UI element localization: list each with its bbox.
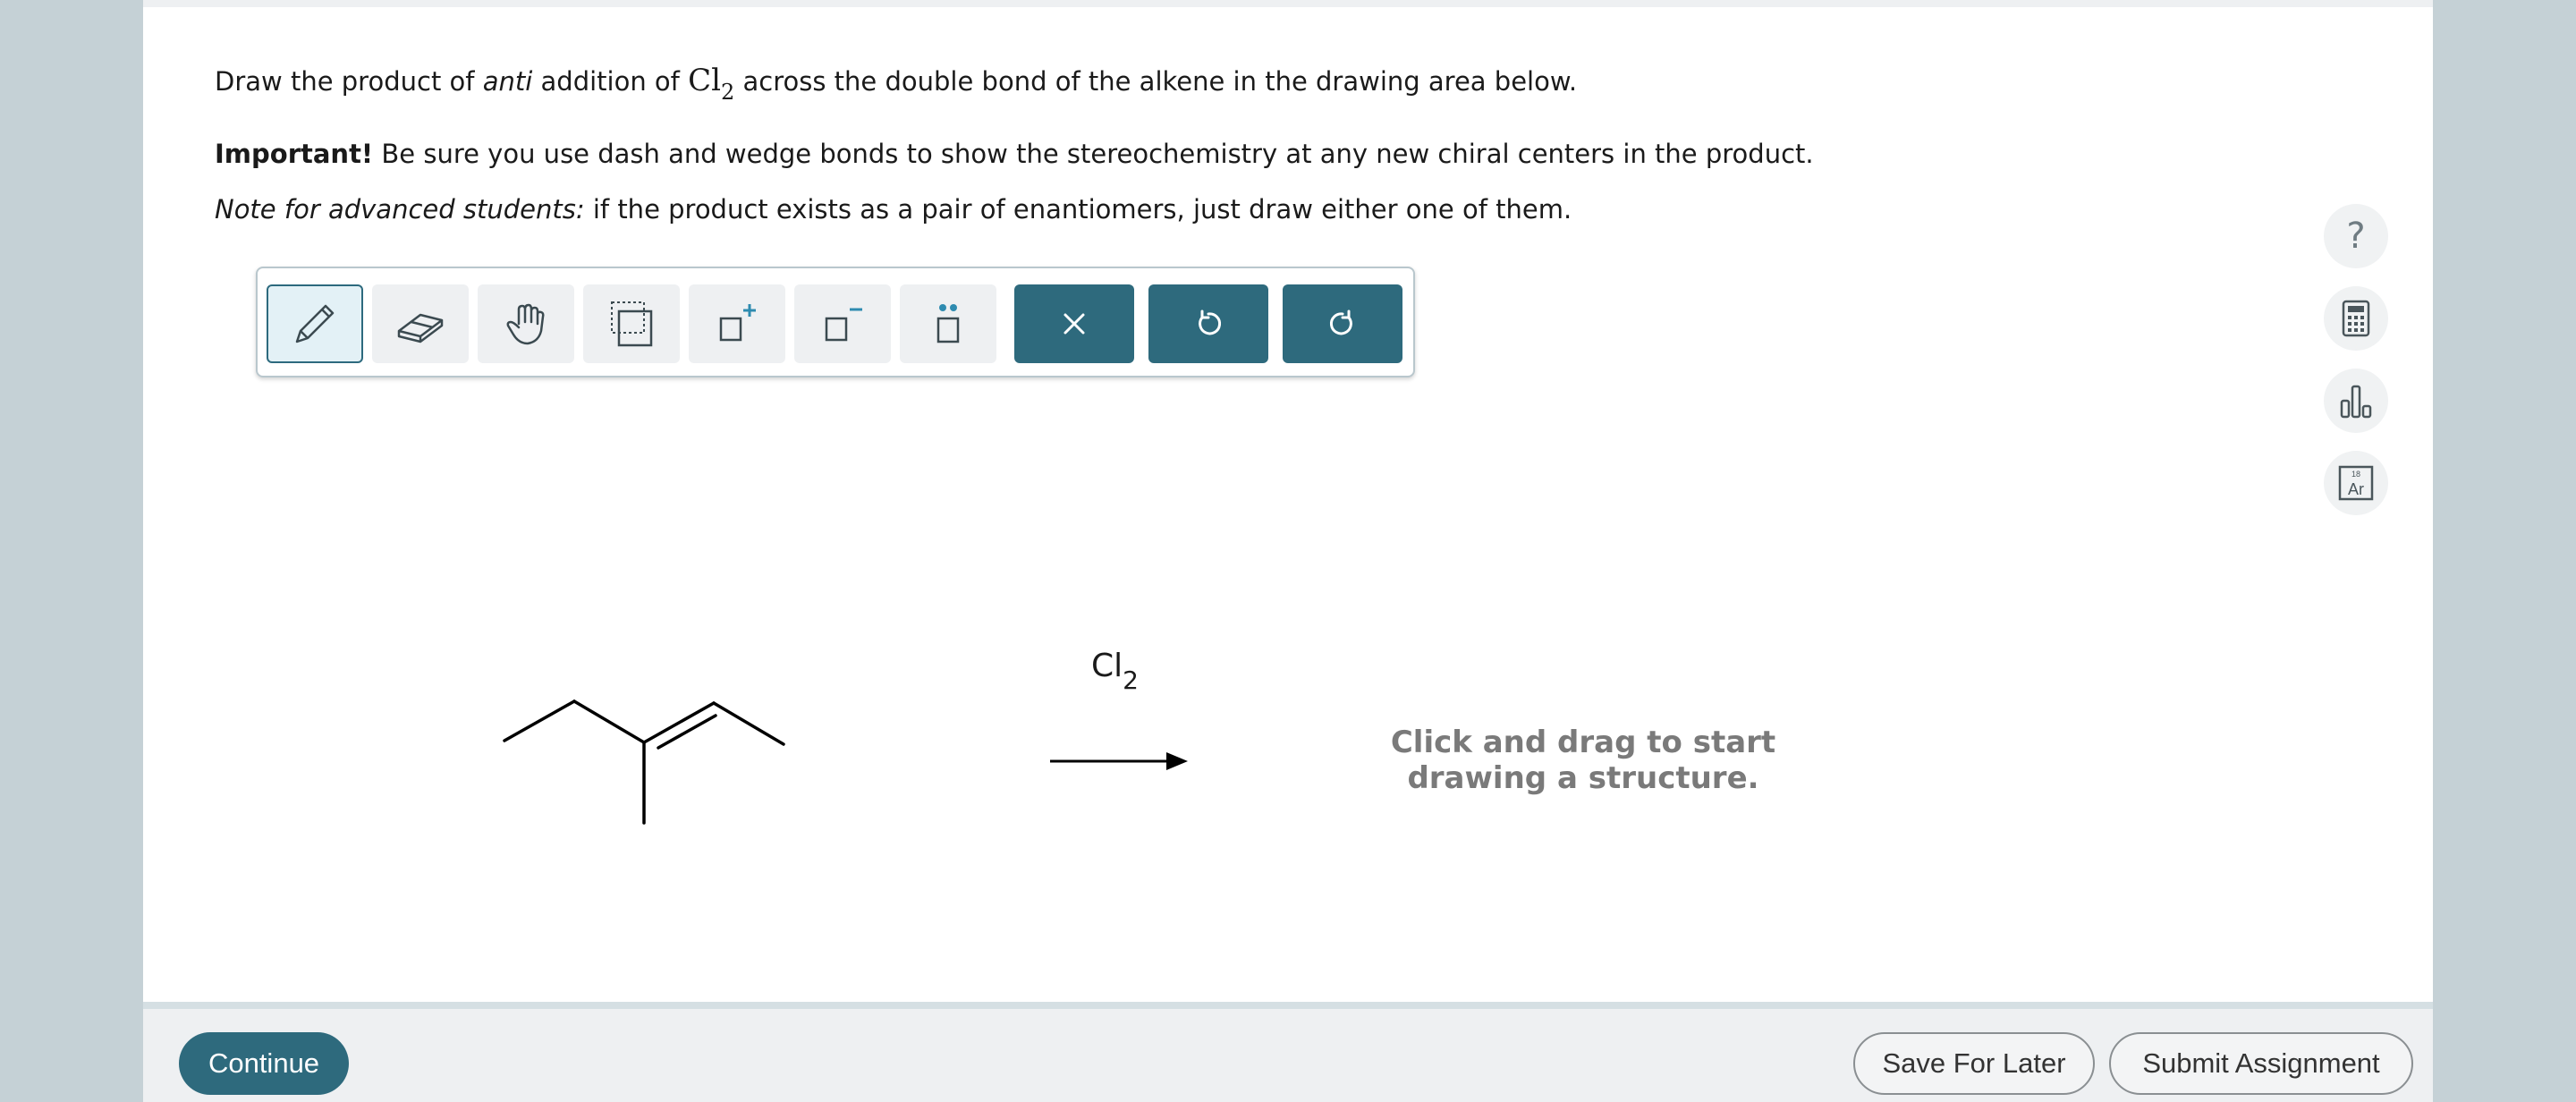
svg-text:Ar: Ar — [2348, 480, 2364, 498]
increase-charge-icon — [710, 297, 764, 351]
data-chart-button[interactable] — [2324, 369, 2388, 433]
pencil-tool-button[interactable] — [267, 284, 363, 363]
help-button[interactable] — [2324, 204, 2388, 268]
lone-pair-button[interactable] — [900, 284, 996, 363]
undo-button[interactable] — [1148, 284, 1268, 363]
alkene-structure — [501, 680, 966, 841]
help-icon: ? — [2346, 216, 2366, 257]
periodic-table-icon — [2336, 463, 2376, 503]
lone-pair-icon — [921, 297, 975, 351]
drawing-toolbar — [256, 267, 1415, 377]
pencil-icon — [288, 297, 342, 351]
reaction-arrow — [1046, 748, 1190, 775]
eraser-tool-button[interactable] — [372, 284, 469, 363]
footer-bar — [143, 1002, 2433, 1102]
question-line-3: Note for advanced students: if the product exists as a pair of enantiomers, just draw either one of them. — [215, 194, 1572, 225]
undo-icon — [1191, 306, 1226, 342]
hand-tool-button[interactable] — [478, 284, 574, 363]
periodic-table-button[interactable] — [2324, 451, 2388, 515]
clear-icon — [1056, 306, 1092, 342]
question-line-1: Draw the product of anti addition of $Cl_2$ across the double bond of the alkene in the drawing area below. — [215, 63, 1578, 105]
clear-button[interactable] — [1014, 284, 1134, 363]
continue-button[interactable]: Continue — [179, 1032, 349, 1095]
submit-assignment-button[interactable]: Submit Assignment — [2109, 1032, 2413, 1095]
save-for-later-button[interactable]: Save For Later — [1853, 1032, 2095, 1095]
question-panel — [143, 0, 2433, 1102]
question-line-2: Important! Be sure you use dash and wedge bonds to show the stereochemistry at any new chiral centers in the product. — [215, 139, 1814, 169]
redo-button[interactable] — [1283, 284, 1402, 363]
decrease-charge-button[interactable] — [794, 284, 891, 363]
decrease-charge-icon — [816, 297, 869, 351]
reagent-label: $Cl_2$ — [1091, 648, 1139, 695]
redo-icon — [1325, 306, 1360, 342]
hand-icon — [499, 297, 553, 351]
select-tool-button[interactable] — [583, 284, 680, 363]
calculator-button[interactable] — [2324, 286, 2388, 351]
bar-chart-icon — [2336, 381, 2376, 420]
select-icon — [605, 297, 658, 351]
eraser-icon — [394, 297, 447, 351]
drawing-area-hint[interactable]: Click and drag to start drawing a structure. — [1390, 725, 1776, 796]
top-strip — [143, 0, 2433, 7]
calculator-icon — [2338, 299, 2374, 338]
increase-charge-button[interactable] — [689, 284, 785, 363]
svg-text:18: 18 — [2351, 470, 2361, 479]
chlorine-formula: $Cl_2$ — [688, 63, 735, 105]
